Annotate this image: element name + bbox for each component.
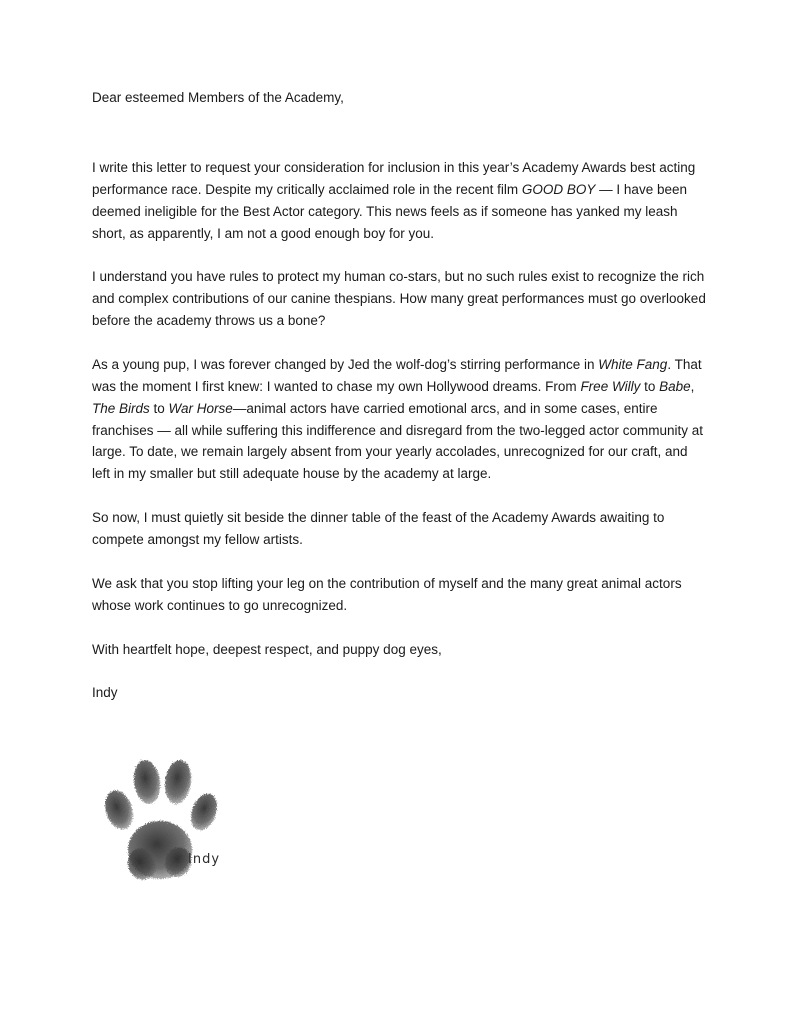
text-run: We ask that you stop lifting your leg on the contribution of myself and the many great animal actors whose work continues to go unrecognized.: [92, 575, 682, 613]
paragraph-3: [92, 354, 708, 485]
pawprint-label: Indy: [188, 852, 221, 867]
text-run: I understand you have rules to protect my human co-stars, but no such rules exist to recognize the rich and complex contributions of our canine thespians. How many great performances must go overlooked before the academy throws us a bone?: [92, 269, 706, 329]
italic-title: Babe: [659, 378, 691, 394]
italic-title: War Horse: [168, 400, 233, 416]
pawprint-signature: [92, 742, 252, 902]
italic-title: White Fang: [598, 356, 668, 372]
text-run: ,: [690, 378, 695, 394]
text-run: to: [640, 378, 660, 394]
pawprint-icon: [92, 742, 252, 902]
italic-title: GOOD BOY: [521, 181, 596, 197]
salutation: Dear esteemed Members of the Academy,: [92, 90, 344, 105]
text-run: — I have been deemed ineligible for the Best Actor category. This news feels as if someone has yanked my leash short, as apparently, I am not a good enough boy for you.: [92, 181, 687, 241]
letter-body: [92, 88, 708, 704]
text-run: As a young pup, I was forever changed by Jed the wolf-dog’s stirring performance in: [92, 356, 599, 372]
paragraph-1: [92, 157, 708, 244]
text-run: to: [149, 400, 169, 416]
paragraph-4: [92, 507, 708, 551]
signature-name: Indy: [92, 685, 118, 701]
italic-title: The Birds: [92, 400, 150, 416]
italic-title: Free Willy: [580, 378, 641, 394]
text-run: So now, I must quietly sit beside the dinner table of the feast of the Academy Awards awaiting to compete amongst my fellow artists.: [92, 510, 665, 547]
text-run: —animal actors have carried emotional arcs, and in some cases, entire franchises — all while suffering this indifference and disregard from the two-legged actor community at large. To date, we remain largely absent from your yearly accolades, unrecognized for our craft, and left in my smaller but still adequate house by the academy at large.: [92, 400, 704, 482]
text-run: I write this letter to request your consideration for inclusion in this year’s Academy Awards best acting performance race. Despite my critically acclaimed role in the recent film: [92, 159, 696, 197]
text-run: . That was the moment I first knew: I wanted to chase my own Hollywood dreams. From: [92, 356, 702, 394]
paragraph-2: [92, 266, 708, 332]
closing-line: With heartfelt hope, deepest respect, and puppy dog eyes,: [92, 641, 442, 657]
paragraph-5: [92, 573, 708, 617]
